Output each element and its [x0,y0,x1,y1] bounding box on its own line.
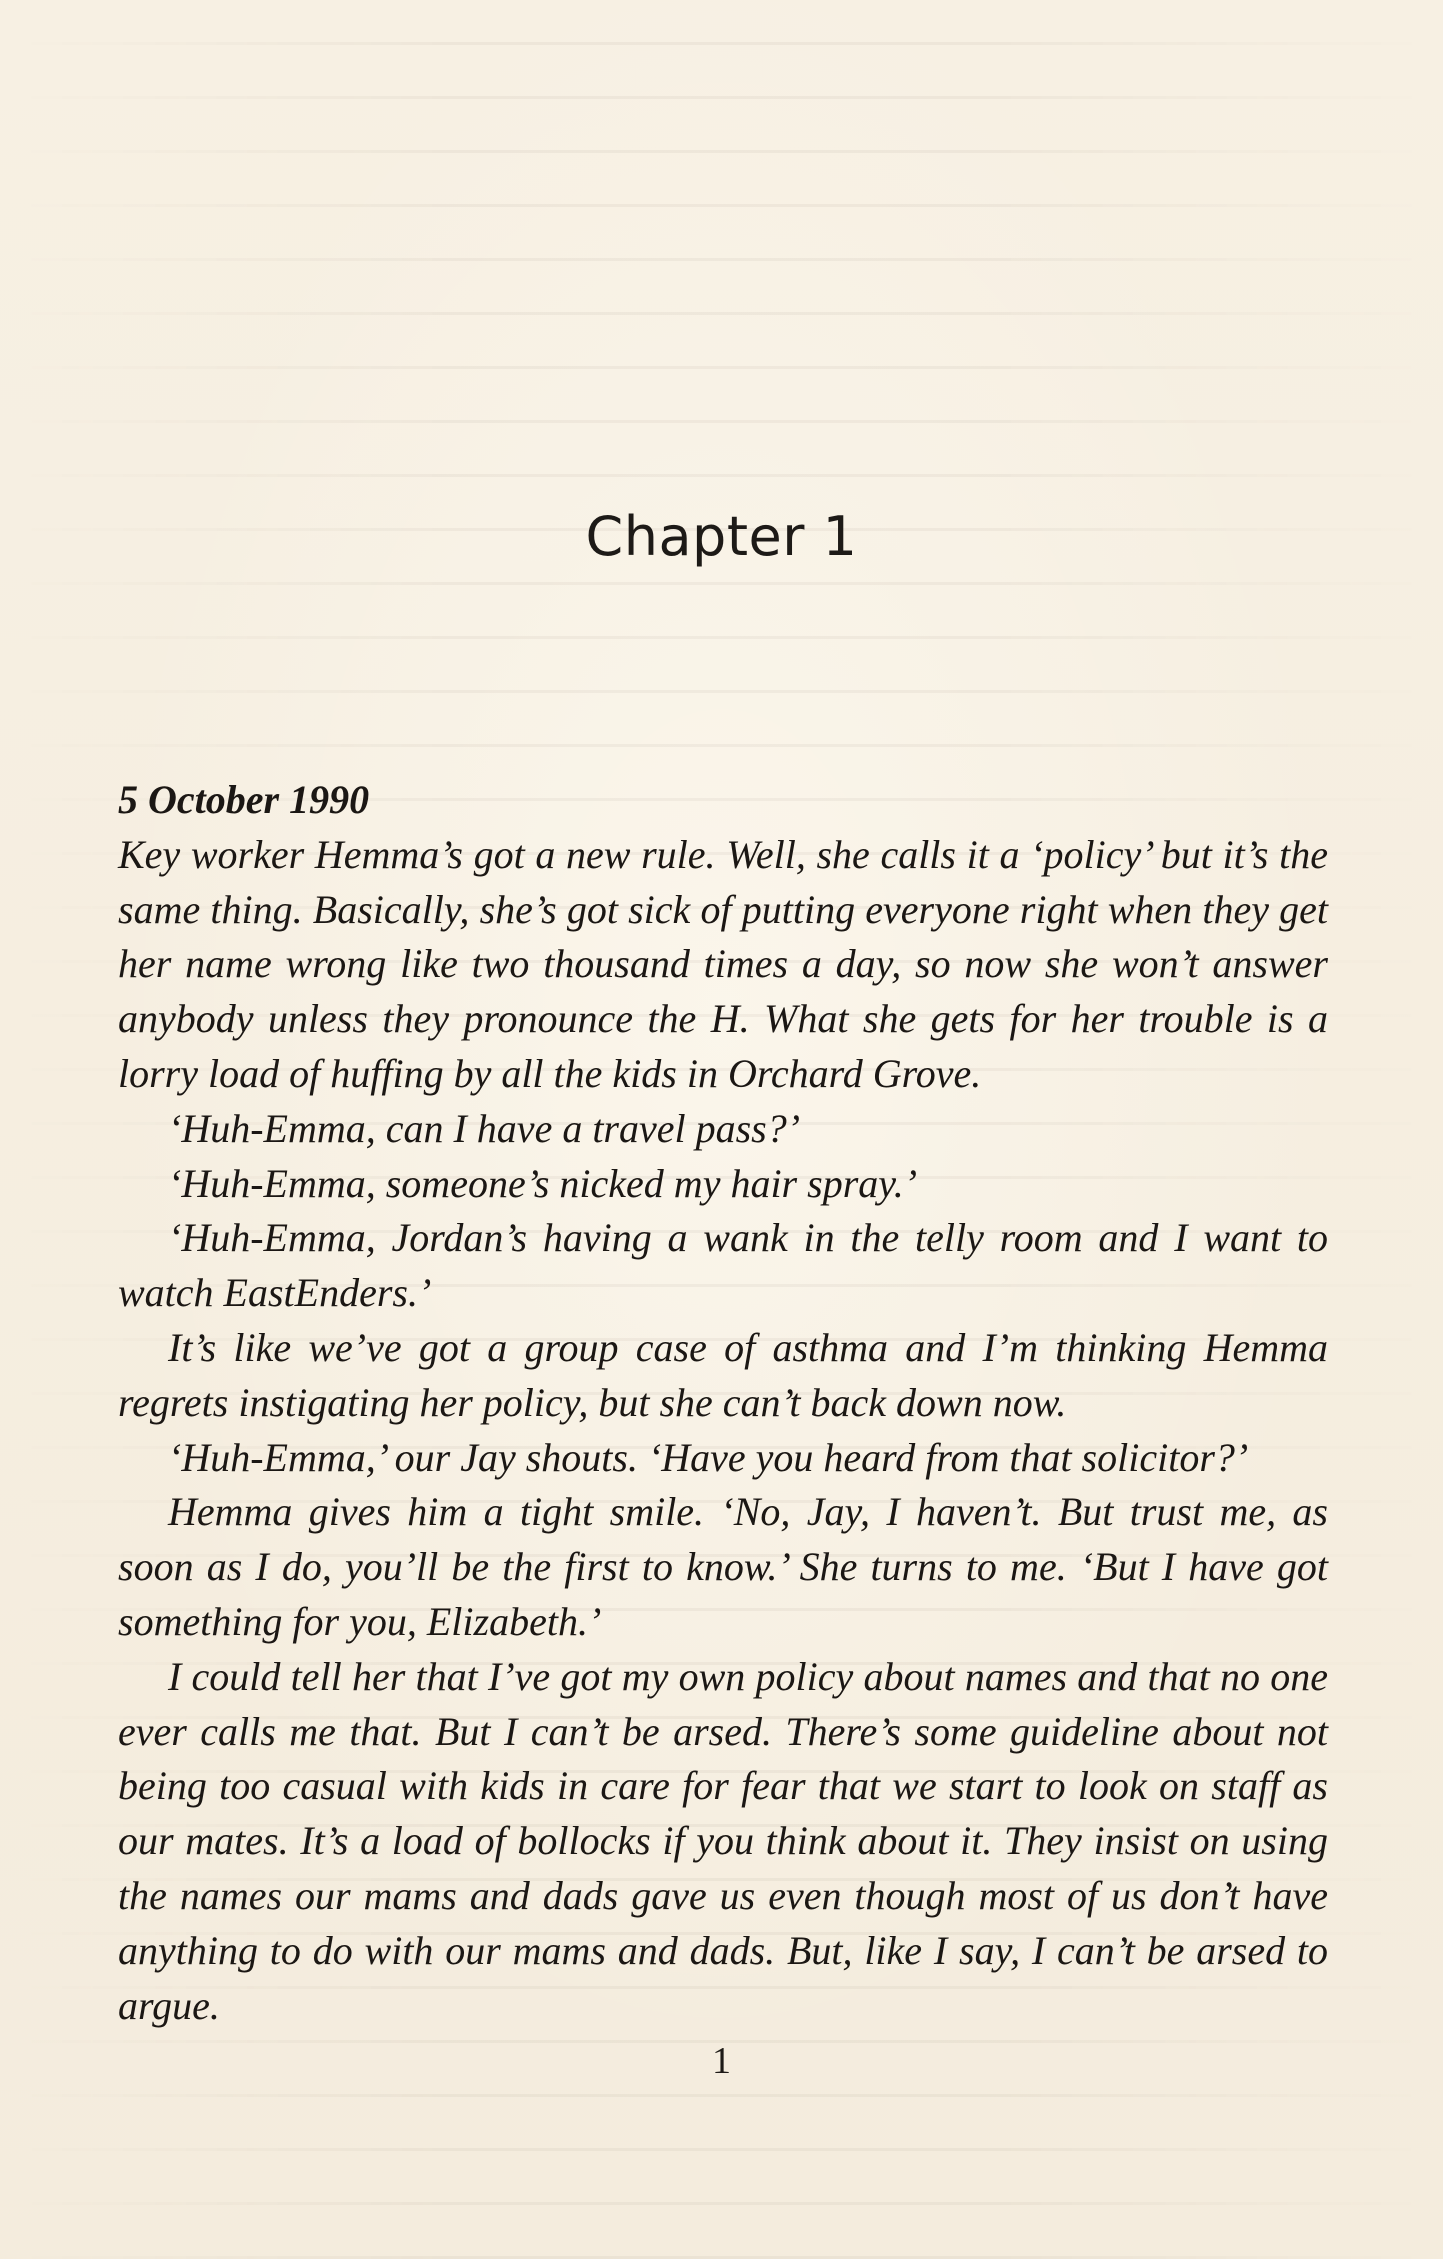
paragraph: ‘Huh-Emma,’ our Jay shouts. ‘Have you heard from that solicitor?’ [168,1434,1249,1480]
chapter-title: Chapter 1 [585,505,858,568]
paragraph: Hemma gives him a tight smile. ‘No, Jay, I haven’t. But trust me, as soon as I do, you’ll be the first to know.’ She turns to me. ‘But I have got something for you, Elizabeth.’ [118,1489,1328,1644]
body-text [118,773,1328,2033]
paragraph: Key worker Hemma’s got a new rule. Well, she calls it a ‘policy’ but it’s the same thing. Basically, she’s got sick of putting everyone right when they get her name wrong like two thousand times a day, so now she won’t answer anybody unless they pronounce the H. What she gets for her trouble is a lorry load of huffing by all the kids in Orchard Grove. [118,831,1328,1096]
paragraph: ‘Huh-Emma, Jordan’s having a wank in the telly room and I want to watch EastEnders.’ [118,1215,1328,1316]
entry-date: 5 October 1990 [118,777,370,822]
paragraph: ‘Huh-Emma, someone’s nicked my hair spray.’ [168,1160,918,1206]
paragraph: It’s like we’ve got a group case of asthma and I’m thinking Hemma regrets instigating her policy, but she can’t back down now. [118,1324,1328,1425]
page-number: 1 [712,2040,731,2082]
paragraph: ‘Huh-Emma, can I have a travel pass?’ [168,1105,801,1151]
paragraph: I could tell her that I’ve got my own policy about names and that no one ever calls me that. But I can’t be arsed. There’s some guideline about not being too casual with kids in care for fear that we start to look on staff as our mates. It’s a load of bollocks if you think about it. They insist on using the names our mams and dads gave us even though most of us don’t have anything to do with our mams and dads. But, like I say, I can’t be arsed to argue. [118,1653,1328,2028]
